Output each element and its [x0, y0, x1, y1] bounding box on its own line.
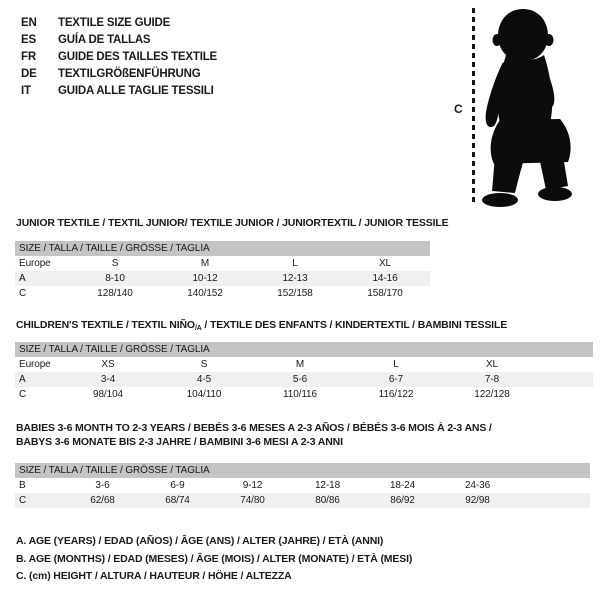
- table-cell: 128/140: [97, 288, 133, 299]
- column-header: XS: [101, 359, 115, 370]
- footnote-b: B. AGE (MONTHS) / EDAD (MESES) / ÂGE (MOIS) / ALTER (MONATE) / ETÀ (MESI): [16, 552, 413, 565]
- table-cell: 152/158: [277, 288, 313, 299]
- table-cell: 24-36: [464, 480, 491, 491]
- table-cell: 5-6: [292, 374, 308, 385]
- table-cell: 140/152: [187, 288, 223, 299]
- table-cell: 158/170: [367, 288, 403, 299]
- table-cell: 92/98: [465, 495, 490, 506]
- table-cell: 110/116: [283, 389, 317, 400]
- children-title-text: CHILDREN'S TEXTILE / TEXTIL NIÑO: [16, 319, 195, 331]
- table-cell: 80/86: [315, 495, 340, 506]
- table-row-europe: [15, 357, 593, 372]
- table-row-c: [15, 493, 590, 508]
- language-code: FR: [21, 51, 36, 63]
- table-cell: 3-6: [95, 480, 110, 491]
- table-cell: 18-24: [389, 480, 416, 491]
- row-label: A: [19, 273, 26, 284]
- size-header-bar: SIZE / TALLA / TAILLE / GRÖSSE / TAGLIA: [15, 463, 590, 478]
- language-label: GUIDE DES TAILLES TEXTILE: [58, 51, 217, 63]
- column-header: XL: [378, 258, 392, 269]
- table-cell: 12-18: [314, 480, 341, 491]
- height-dashed-line: [472, 8, 475, 206]
- language-code: DE: [21, 68, 37, 80]
- junior-size-table: [15, 241, 430, 301]
- row-label: B: [19, 480, 26, 491]
- table-cell: 7-8: [484, 374, 500, 385]
- table-cell: 86/92: [390, 495, 415, 506]
- babies-section-title: [16, 421, 492, 449]
- language-row: [21, 49, 217, 66]
- table-row-a: [15, 271, 430, 286]
- baby-foot-left: [482, 193, 518, 207]
- baby-foot-right: [538, 187, 572, 201]
- language-list: [21, 15, 217, 100]
- language-label: GUÍA DE TALLAS: [58, 34, 151, 46]
- language-code: EN: [21, 17, 37, 29]
- size-header-bar: SIZE / TALLA / TAILLE / GRÖSSE / TAGLIA: [15, 342, 593, 357]
- language-label: TEXTILGRÖßENFÜHRUNG: [58, 68, 201, 80]
- language-label: TEXTILE SIZE GUIDE: [58, 17, 171, 29]
- row-label: C: [19, 495, 27, 506]
- column-header: XL: [485, 359, 499, 370]
- table-cell: 14-16: [372, 273, 398, 284]
- language-row: [21, 66, 217, 83]
- baby-silhouette-image: [480, 8, 580, 208]
- table-cell: 68/74: [165, 495, 190, 506]
- row-label: A: [19, 374, 26, 385]
- row-label: C: [19, 288, 27, 299]
- column-header: S: [200, 359, 208, 370]
- junior-section-title: JUNIOR TEXTILE / TEXTIL JUNIOR/ TEXTILE JUNIOR / JUNIORTEXTIL / JUNIOR TESSILE: [16, 217, 449, 229]
- baby-head: [498, 9, 548, 61]
- size-header-bar: SIZE / TALLA / TAILLE / GRÖSSE / TAGLIA: [15, 241, 430, 256]
- column-header: L: [292, 258, 298, 269]
- height-measure-label: C: [454, 102, 463, 116]
- footnote-legend: [16, 533, 412, 586]
- children-section-title: [16, 319, 507, 332]
- baby-ear-right: [545, 34, 554, 46]
- row-label: Europe: [19, 258, 51, 269]
- row-label: Europe: [19, 359, 51, 370]
- table-row-a: [15, 372, 593, 387]
- language-row: [21, 15, 217, 32]
- baby-leg-left: [492, 152, 526, 193]
- table-cell: 98/104: [93, 389, 123, 400]
- table-cell: 74/80: [240, 495, 265, 506]
- table-cell: 3-4: [100, 374, 116, 385]
- language-label: GUIDA ALLE TAGLIE TESSILI: [58, 85, 214, 97]
- language-code: ES: [21, 34, 36, 46]
- table-row-europe: [15, 256, 430, 271]
- table-cell: 12-13: [282, 273, 308, 284]
- footnote-a: A. AGE (YEARS) / EDAD (AÑOS) / ÂGE (ANS) / ALTER (JAHRE) / ETÀ (ANNI): [16, 535, 384, 547]
- table-cell: 122/128: [474, 389, 510, 400]
- table-row-c: [15, 387, 593, 402]
- table-row-b: [15, 478, 590, 493]
- footnote-c: C. (cm) HEIGHT / ALTURA / HAUTEUR / HÖHE / ALTEZZA: [16, 570, 292, 582]
- table-cell: 62/68: [90, 495, 115, 506]
- column-header: M: [295, 359, 305, 370]
- language-row: [21, 32, 217, 49]
- table-cell: 10-12: [192, 273, 218, 284]
- table-row-c: [15, 286, 430, 301]
- table-cell: 6-9: [170, 480, 185, 491]
- column-header: L: [393, 359, 399, 370]
- children-title-text: / TEXTILE DES ENFANTS / KINDERTEXTIL / BAMBINI TESSILE: [201, 319, 508, 331]
- babies-title-line2: BABYS 3-6 MONATE BIS 2-3 JAHRE / BAMBINI 3-6 MESI A 2-3 ANNI: [16, 436, 343, 448]
- table-cell: 9-12: [242, 480, 263, 491]
- language-row: [21, 83, 217, 100]
- table-cell: 8-10: [105, 273, 125, 284]
- language-code: IT: [21, 85, 31, 97]
- column-header: M: [200, 258, 210, 269]
- children-title-subscript: /A: [194, 325, 202, 332]
- babies-title-line1: BABIES 3-6 MONTH TO 2-3 YEARS / BEBÉS 3-6 MESES A 2-3 AÑOS / BÉBÉS 3-6 MOIS À 2-3 ANS /: [16, 422, 492, 434]
- table-cell: 4-5: [196, 374, 212, 385]
- baby-ear-left: [493, 34, 502, 46]
- table-cell: 6-7: [388, 374, 404, 385]
- children-size-table: [15, 342, 593, 402]
- table-cell: 116/122: [378, 389, 414, 400]
- column-header: S: [111, 258, 119, 269]
- row-label: C: [19, 389, 27, 400]
- babies-size-table: [15, 463, 590, 508]
- table-cell: 104/110: [186, 389, 222, 400]
